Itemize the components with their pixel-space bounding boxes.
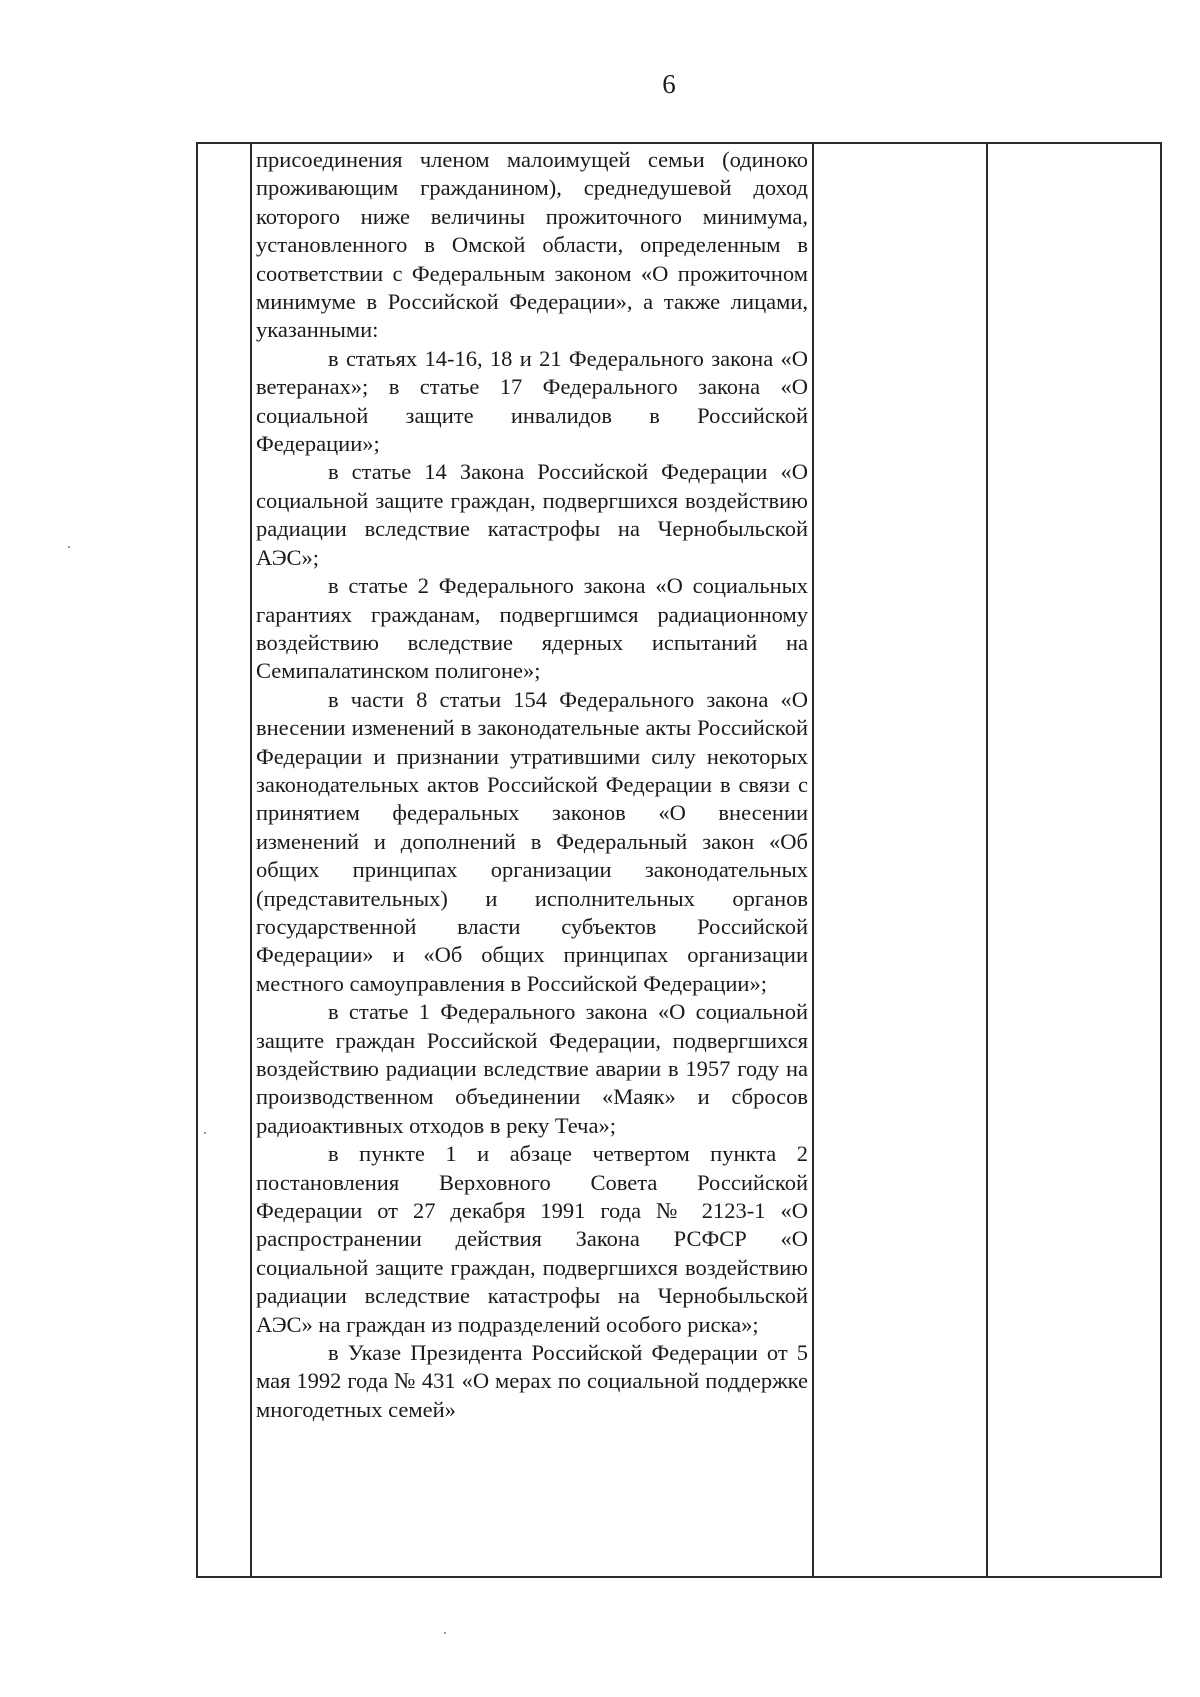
- scan-speck: [204, 1132, 206, 1134]
- paragraph: в пункте 1 и абзаце четвертом пункта 2 постановления Верховного Совета Российской Федерации от 27 декабря 1991 года № 2123-1 «О распространении действия Закона РСФСР «О социальной защите граждан, подвергшихся воздействию радиации вследствие катастрофы на Чернобыльской АЭС» на граждан из подразделений особого риска»;: [256, 1141, 808, 1337]
- scan-speck: [68, 546, 70, 548]
- document-table: [196, 142, 1162, 1578]
- paragraph: в части 8 статьи 154 Федерального закона «О внесении изменений в законодательные акты Российской Федерации и признании утратившими силу некоторых законодательных актов Российской Федерации в связи с принятием федеральных законов «О внесении изменений и дополнений в Федеральный закон «Об общих принципах организации законодательных (представительных) и исполнительных органов государственной власти субъектов Российской Федерации» и «Об общих принципах организации местного самоуправления в Российской Федерации»;: [256, 686, 808, 996]
- scan-speck: [444, 1632, 446, 1634]
- column-divider: [986, 144, 988, 1576]
- column-divider: [812, 144, 814, 1576]
- paragraph: в статье 14 Закона Российской Федерации «О социальной защите граждан, подвергшихся воздействию радиации вследствие катастрофы на Чернобыльской АЭС»;: [256, 459, 808, 570]
- paragraph: в Указе Президента Российской Федерации от 5 мая 1992 года № 431 «О мерах по социальной поддержке многодетных семей»: [256, 1340, 808, 1422]
- paragraph: присоединения членом малоимущей семьи (одиноко проживающим гражданином), среднедушевой доход которого ниже величины прожиточного минимума, установленного в Омской области, определенным в соответствии с Федеральным законом «О прожиточном минимуме в Российской Федерации», а также лицами, указанными:: [256, 147, 808, 343]
- paragraph: в статьях 14-16, 18 и 21 Федерального закона «О ветеранах»; в статье 17 Федерального закона «О социальной защите инвалидов в Российской Федерации»;: [256, 345, 808, 457]
- paragraph: в статье 1 Федерального закона «О социальной защите граждан Российской Федерации, подвергшихся воздействию радиации вследствие аварии в 1957 году на производственном объединении «Маяк» и сбросов радиоактивных отходов в реку Теча»;: [256, 999, 808, 1138]
- paragraph: в статье 2 Федерального закона «О социальных гарантиях гражданам, подвергшимся радиационному воздействию вследствие ядерных испытаний на Семипалатинском полигоне»;: [256, 573, 808, 684]
- column-divider: [250, 144, 252, 1576]
- text-cell: [256, 144, 808, 1424]
- page-number: 6: [662, 69, 676, 99]
